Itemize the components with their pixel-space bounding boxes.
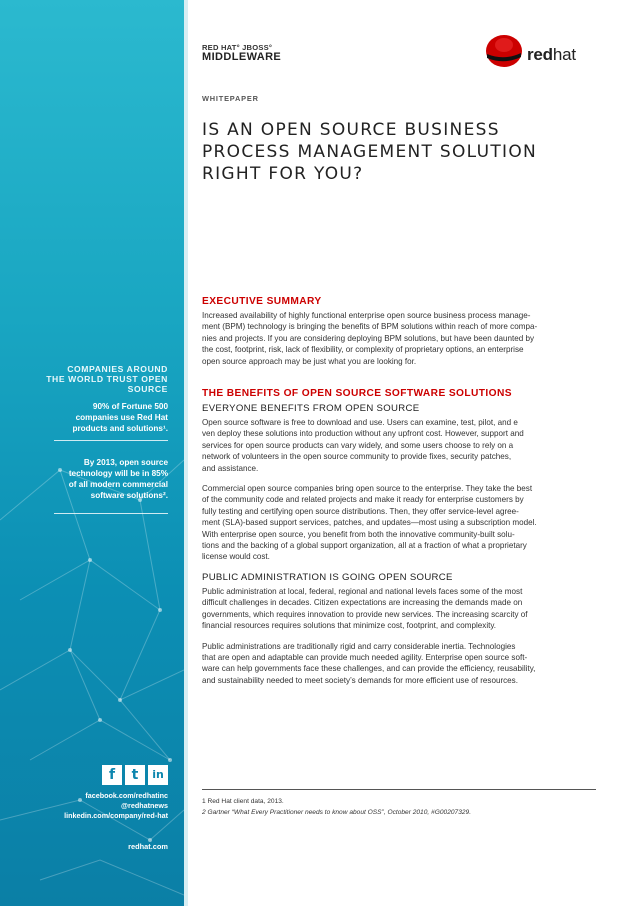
stat-line: software solutions². [90,491,168,500]
sidebar-stat-fortune500 [72,401,168,434]
text-line: and sustainability needed to meet society’s demands for more efficient use of resources. [202,675,518,685]
text-line: nies and projects. If you are considering deploying BPM solutions, but have been daunted by [202,333,535,343]
stat-line: products and solutions¹. [72,424,168,433]
text-line: Public administrations are traditionally rigid and carry considerable inertia. Technologies [202,641,516,651]
stat-line: By 2013, open source [83,458,168,467]
linkedin-icon[interactable]: in [148,765,168,785]
brand-line-1: RED HAT° JBOSS° [202,43,273,52]
facebook-link[interactable]: facebook.com/redhatinc [85,791,168,800]
sidebar [0,0,184,906]
text-line: and assistance. [202,463,259,473]
red-hat-wordmark [527,45,576,65]
text-line: Open source software is free to download and use. Users can examine, test, pilot, and e [202,418,518,427]
text-line: Public administration at local, federal, regional and national levels faces some of the most [202,586,523,596]
text-line: open source approach may be just what you are looking for. [202,356,417,366]
text-line: the cost, footprint, risk, lack of flexibility, or complexity of proprietary options, an enterprise [202,345,524,355]
text-line: governments, which requires innovation to provide new services. The increasing scarcity of [202,609,528,619]
sidebar-heading-line: COMPANIES AROUND [67,364,168,374]
title-line: RIGHT FOR YOU? [202,164,364,184]
section-heading: EXECUTIVE SUMMARY [202,296,322,307]
sidebar-heading [46,364,168,394]
text-line: ware can help governments face these challenges, and can provide the efficiency, reusability, [202,664,536,674]
sidebar-stat-2013 [69,457,168,501]
stat-line: companies use Red Hat [75,413,168,422]
wordmark-hat: hat [552,45,576,64]
footnotes [202,789,596,818]
text-line: With enterprise open source, you benefit from both the innovative community-built solu- [202,529,515,539]
sidebar-heading-line: SOURCE [127,384,168,394]
footnote-1: 1 Red Hat client data, 2013. [202,798,284,805]
section-heading: THE BENEFITS OF OPEN SOURCE SOFTWARE SOLUTIONS [202,388,512,399]
text-line: of the community code and related projects and make it ready for enterprise customers by [202,495,524,505]
social-icons [102,765,168,785]
linkedin-link[interactable]: linkedin.com/company/red-hat [64,811,168,820]
facebook-icon[interactable]: f [102,765,122,785]
sidebar-divider [54,440,168,441]
text-line: that are open and adaptable can provide much needed agility. Enterprise open source soft- [202,652,528,662]
sidebar-heading-line: THE WORLD TRUST OPEN [46,374,168,384]
text-line: tions and the backing of a global support organization, all at a fraction of what a proprietary [202,541,527,551]
title-line: PROCESS MANAGEMENT SOLUTION [202,142,538,162]
text-line: Commercial open source companies bring open source to the enterprise. They take the best [202,484,533,494]
title-line: IS AN OPEN SOURCE BUSINESS [202,120,500,140]
text-line: fully testing and certifying open source distributions. Then, they offer service-level agree- [202,506,519,516]
document-type: WHITEPAPER [202,94,259,103]
text-line: license would cost. [202,552,270,562]
footnote-2: 2 Gartner “What Every Practitioner needs to know about OSS”, October 2010, #G00207329. [202,809,472,816]
brand-line-2: MIDDLEWARE [202,51,282,63]
wordmark-red: red [527,45,553,64]
twitter-link[interactable]: @redhatnews [121,801,168,810]
twitter-icon[interactable]: t [125,765,145,785]
social-links [64,791,168,821]
text-line: ment (SLA)-based support services, patches, and updates—most using a subscription model. [202,518,537,528]
sidebar-divider [54,513,168,514]
text-line: ment (BPM) technology is bringing the benefits of BPM solutions within reach of more compa- [202,322,538,332]
subsection-heading: PUBLIC ADMINISTRATION IS GOING OPEN SOURCE [202,571,453,583]
text-line: network of volunteers in the open source community to provide fixes, security patches, [202,452,512,462]
text-line: Increased availability of highly functional enterprise open source business process manage- [202,311,531,320]
website-link[interactable]: redhat.com [128,842,168,851]
text-line: services for open source products can vary widely, and some users choose to rely on a [202,440,514,450]
stat-line: of all modern commercial [68,480,168,489]
executive-summary-section [202,296,598,367]
text-line: ven deploy these solutions into production without any upfront cost. However, support and [202,429,524,439]
text-line: financial resources requires solutions that minimize cost, footprint, and complexity. [202,621,497,631]
page-title [202,119,602,185]
sidebar-edge [184,0,188,906]
stat-line: technology will be in 85% [68,469,168,478]
benefits-section [202,388,598,686]
text-line: difficult challenges in decades. Citizen expectations are increasing the demands made on [202,598,523,608]
subsection-heading: EVERYONE BENEFITS FROM OPEN SOURCE [202,403,420,414]
stat-line: 90% of Fortune 500 [92,402,168,411]
